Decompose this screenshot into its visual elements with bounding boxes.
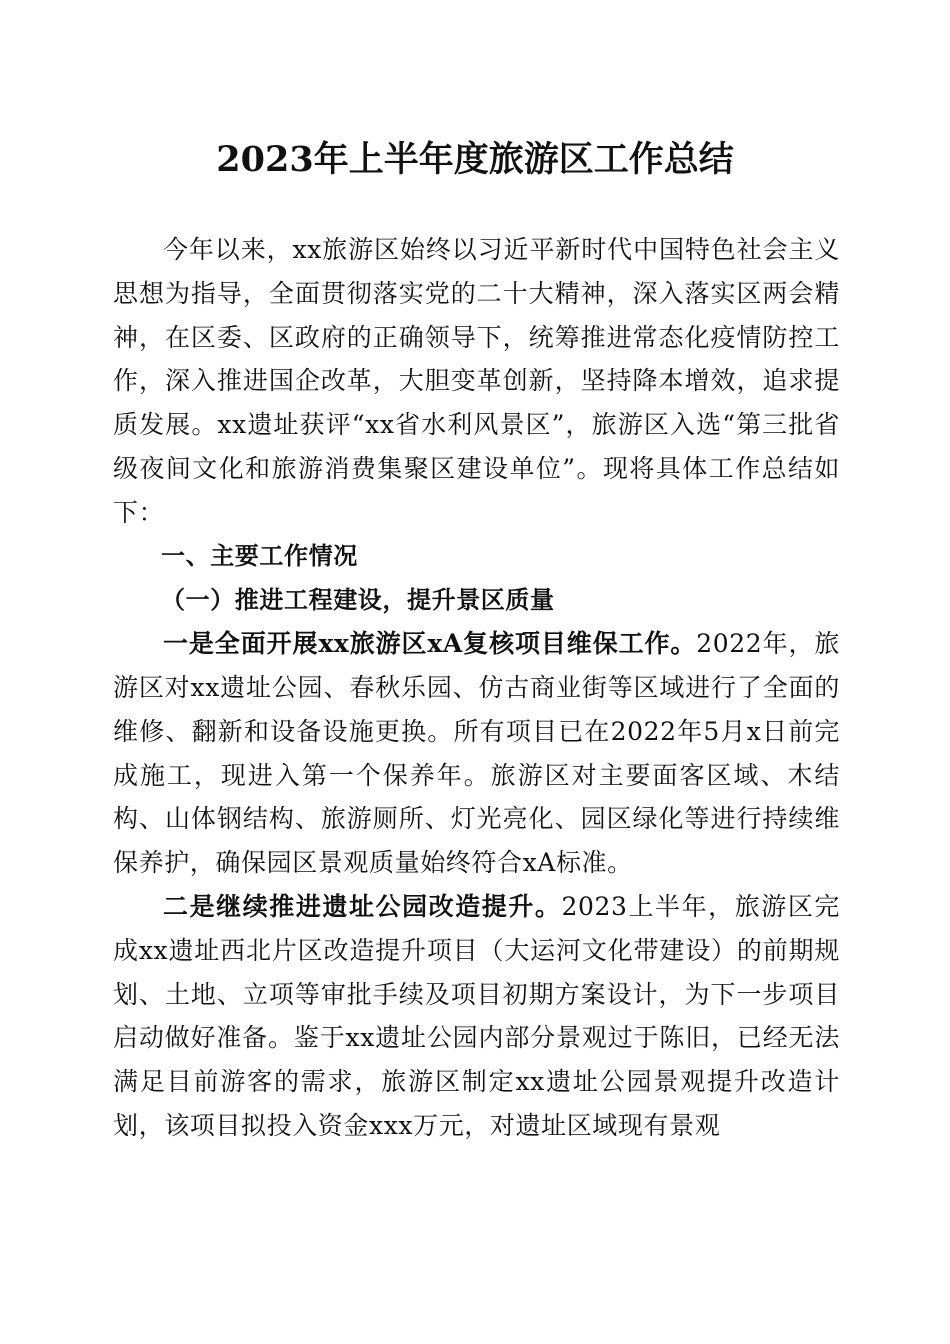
item-text-park-upgrade: 2023上半年，旅游区完成xx遗址西北片区改造提升项目（大运河文化带建设）的前期规划、土地、立项等审批手续及项目初期方案设计，为下一步项目启动做好准备。鉴于xx遗址公园内部分景观过于陈旧，已经无法满足目前游客的需求，旅游区制定xx遗址公园景观提升改造计划，该项目拟投入资金xxx万元，对遗址区域现有景观: [113, 891, 840, 1140]
document-body: [113, 228, 840, 1148]
item-paragraph-park-upgrade: [113, 885, 840, 1148]
intro-paragraph: 今年以来，xx旅游区始终以习近平新时代中国特色社会主义思想为指导，全面贯彻落实党的二十大精神，深入落实区两会精神，在区委、区政府的正确领导下，统筹推进常态化疫情防控工作，深入推进国企改革，大胆变革创新，坚持降本增效，追求提质发展。xx遗址获评“xx省水利风景区”，旅游区入选“第三批省级夜间文化和旅游消费集聚区建设单位”。现将具体工作总结如下：: [113, 235, 840, 527]
item-lead-park-upgrade: 二是继续推进遗址公园改造提升。: [163, 891, 562, 921]
section-heading-main-work: 一、主要工作情况: [161, 541, 358, 570]
item-lead-maintenance: 一是全面开展xx旅游区xA复核项目维保工作。: [163, 629, 697, 659]
document-title: 2023年上半年度旅游区工作总结: [216, 139, 734, 180]
item-paragraph-maintenance: [113, 622, 840, 885]
subsection-heading-engineering: （一）推进工程建设，提升景区质量: [161, 585, 555, 615]
item-text-maintenance: 2022年，旅游区对xx遗址公园、春秋乐园、仿古商业街等区域进行了全面的维修、翻新和设备设施更换。所有项目已在2022年5月x日前完成施工，现进入第一个保养年。旅游区对主要面客区域、木结构、山体钢结构、旅游厕所、灯光亮化、园区绿化等进行持续维保养护，确保园区景观质量始终符合xA标准。: [113, 629, 840, 878]
